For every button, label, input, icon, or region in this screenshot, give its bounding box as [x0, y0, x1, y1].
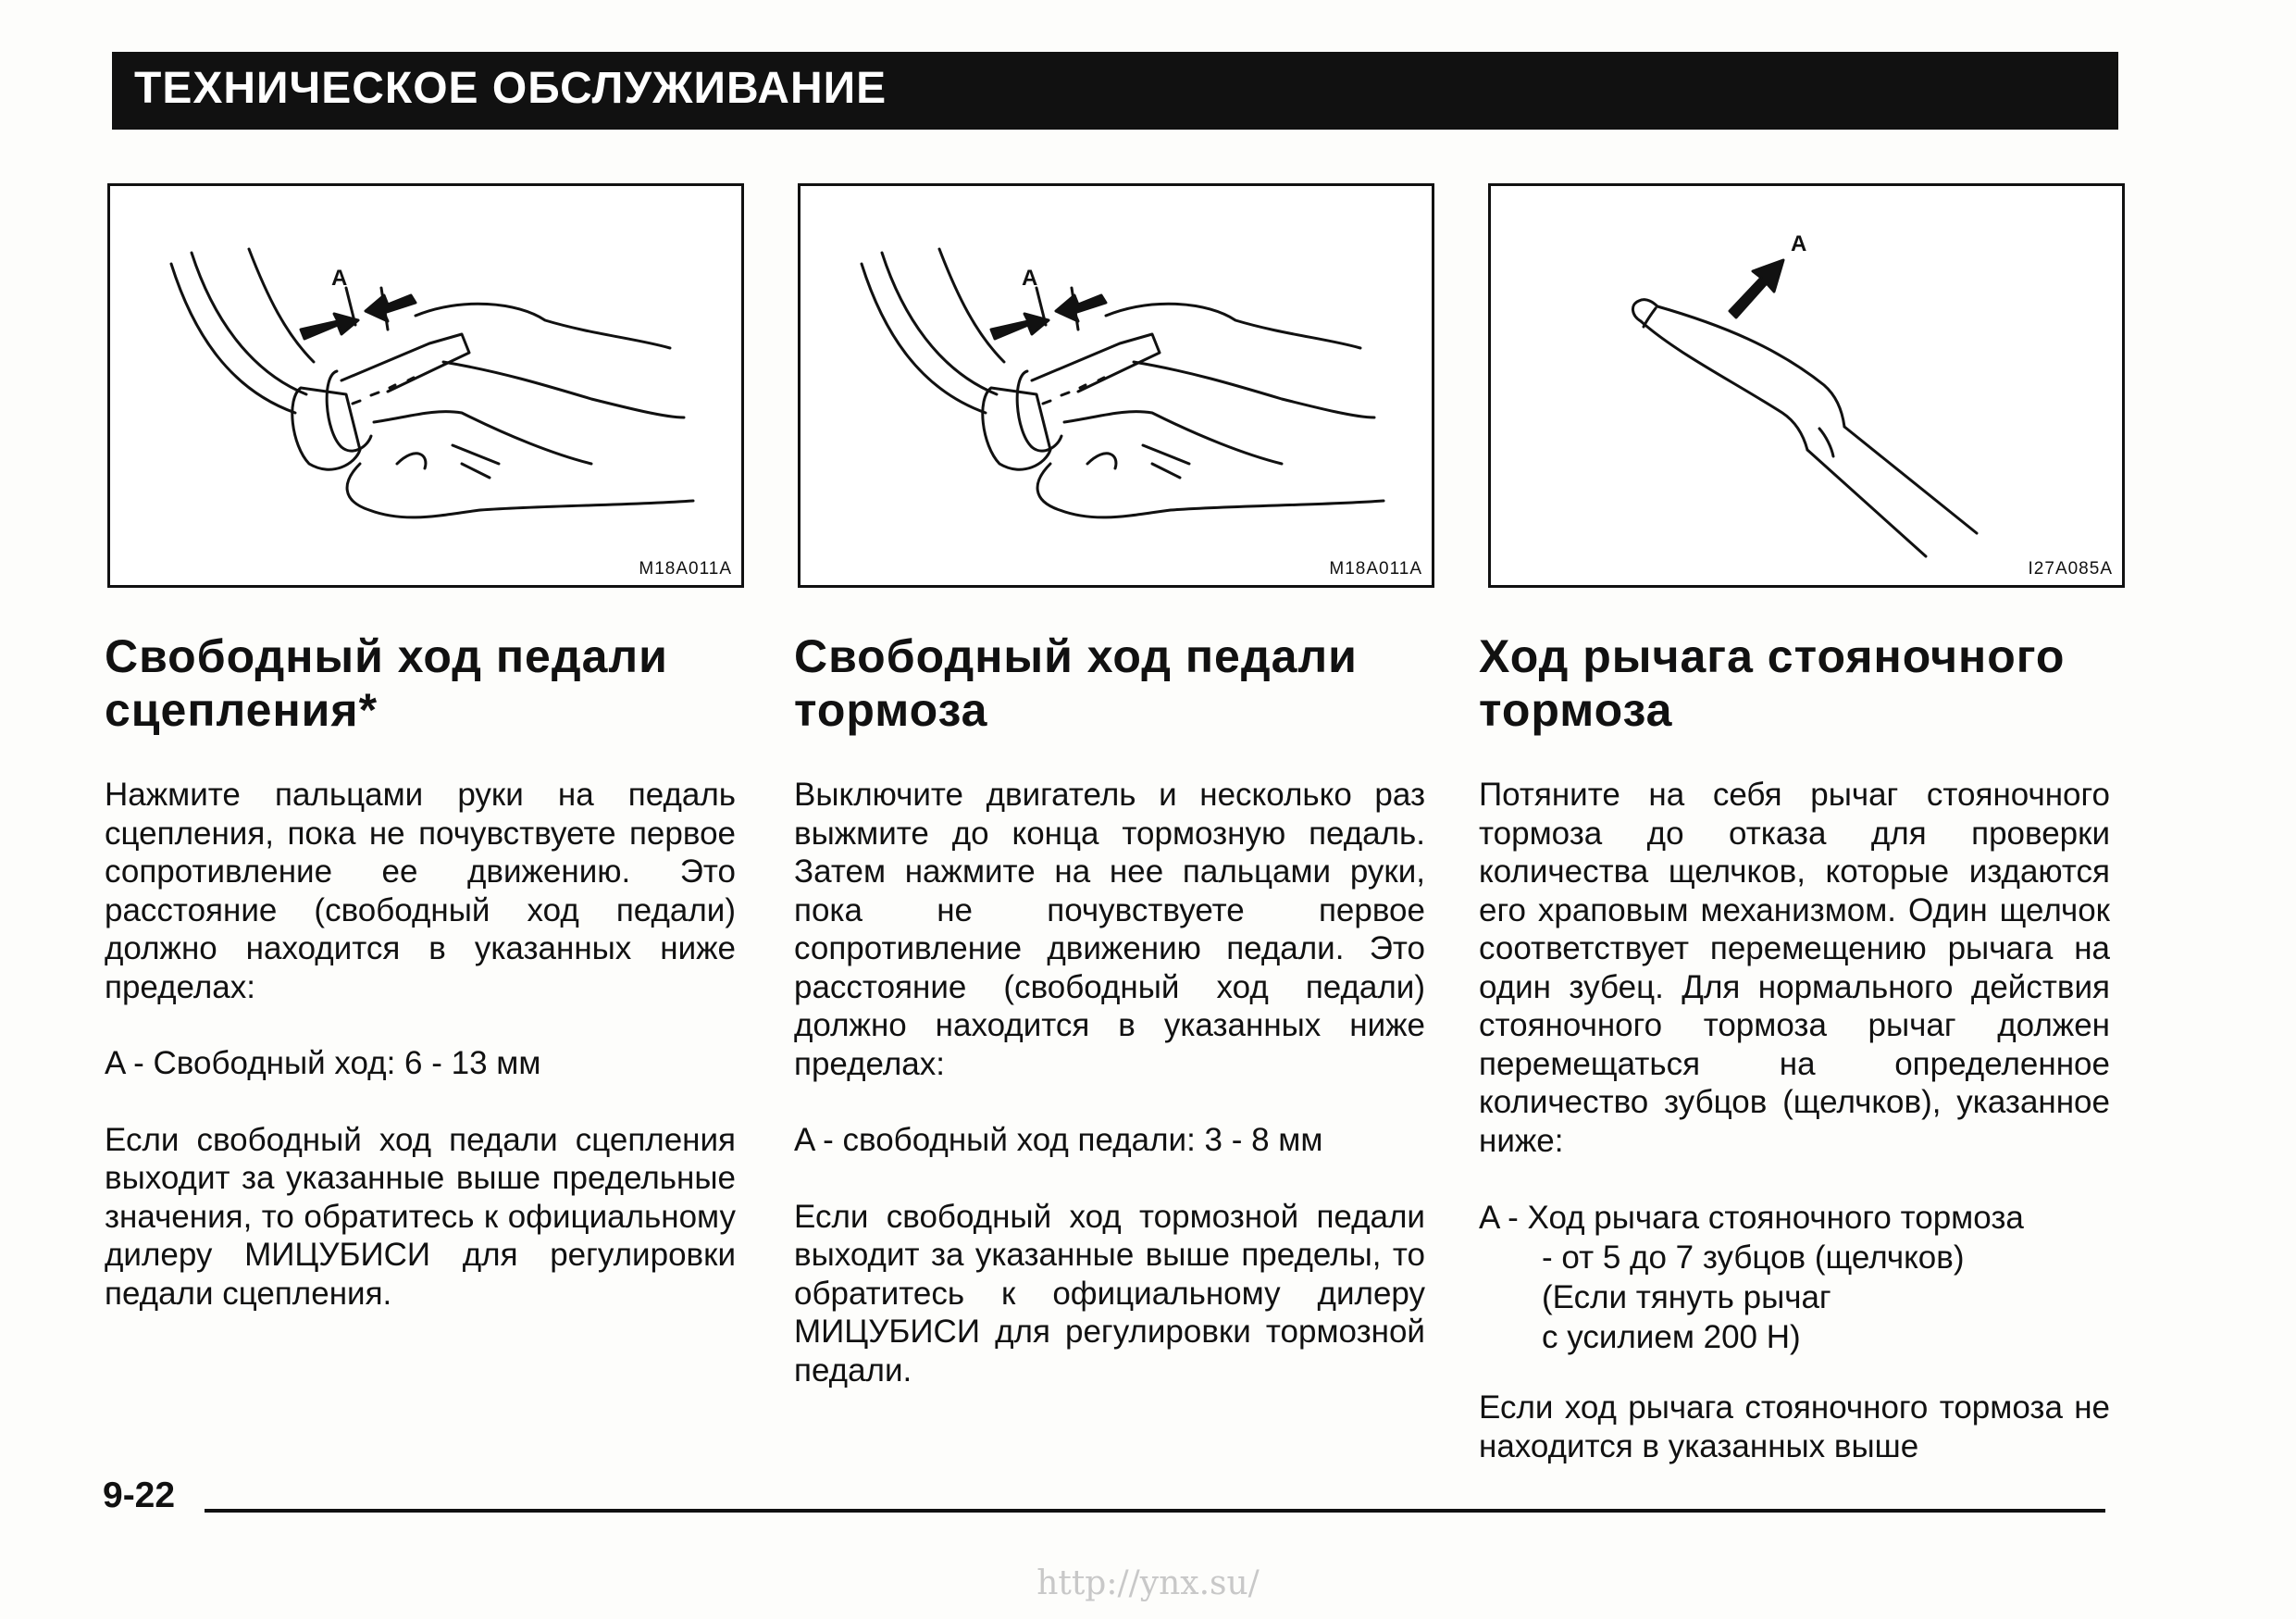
figure-code: M18A011A	[1329, 559, 1422, 579]
section-paragraph: Нажмите пальцами руки на педаль сцепления, пока не почувствуете первое сопротивление ее движению. Это расстояние (свободный ход педали) должно находится в указанных ниже пределах:	[105, 777, 736, 1005]
section-brake-pedal	[794, 629, 1425, 1427]
section-title	[1479, 629, 2110, 737]
section-paragraph: Потяните на себя рычаг стояночного тормоза до отказа для проверки количества щелчков, которые издаются его храповым механизмом. Один щелчок соответствует перемещению рычага на один зубец. Для нормального действия стояночного тормоза рычаг должен перемещаться на определенное количество зубцов (щелчков), указанное ниже:	[1479, 777, 2110, 1159]
page-number: 9-22	[103, 1476, 176, 1515]
section-title-line: сцепления*	[105, 684, 379, 736]
section-title-line: Свободный ход педали	[794, 630, 1358, 682]
dimension-label-a: A	[1791, 231, 1807, 256]
section-paragraph: Если ход рычага стояночного тормоза не находится в указанных выше	[1479, 1389, 2110, 1464]
dimension-label-a: A	[331, 266, 348, 291]
parking-brake-lever-icon	[1491, 186, 2122, 585]
section-spec	[1479, 1198, 2110, 1357]
section-title	[105, 629, 736, 737]
section-parking-brake	[1479, 629, 2110, 1503]
brake-pedal-measure-icon	[800, 186, 1432, 585]
spec-line: с усилием 200 Н)	[1542, 1319, 1801, 1355]
figure-code: M18A011A	[639, 559, 732, 579]
section-title-line: тормоза	[794, 684, 988, 736]
figure-brake-pedal	[798, 183, 1434, 588]
section-title-line: Ход рычага стояночного	[1479, 630, 2066, 682]
section-spec: A - Свободный ход: 6 - 13 мм	[105, 1045, 541, 1081]
header-bar	[112, 52, 2118, 130]
dimension-label-a: A	[1022, 266, 1038, 291]
spec-line: - от 5 до 7 зубцов (щелчков)	[1542, 1239, 1965, 1276]
figure-clutch-pedal	[107, 183, 744, 588]
section-title	[794, 629, 1425, 737]
section-paragraph: Выключите двигатель и несколько раз выжмите до конца тормозную педаль. Затем нажмите на нее пальцами руки, пока не почувствуете первое сопротивление движению педали. Это расстояние (свободный ход педали) должно находится в указанных ниже пределах:	[794, 777, 1425, 1082]
figure-parking-brake	[1488, 183, 2125, 588]
section-paragraph: Если свободный ход тормозной педали выходит за указанные выше пределы, то обратитесь к официальному дилеру МИЦУБИСИ для регулировки тормозной педали.	[794, 1198, 1425, 1389]
section-clutch-pedal	[105, 629, 736, 1351]
clutch-pedal-measure-icon	[110, 186, 741, 585]
section-title-line: Свободный ход педали	[105, 630, 668, 682]
spec-line: (Если тянуть рычаг	[1542, 1279, 1831, 1315]
section-paragraph: Если свободный ход педали сцепления выходит за указанные выше предельные значения, то обратитесь к официальному дилеру МИЦУБИСИ для регулировки педали сцепления.	[105, 1121, 736, 1312]
section-title-line: тормоза	[1479, 684, 1673, 736]
figure-code: I27A085A	[2028, 559, 2113, 579]
page-header-title: ТЕХНИЧЕСКОЕ ОБСЛУЖИВАНИЕ	[134, 64, 887, 113]
section-spec: A - свободный ход педали: 3 - 8 мм	[794, 1122, 1323, 1158]
spec-line: A - Ход рычага стояночного тормоза	[1479, 1200, 2024, 1236]
watermark-url: http://ynx.su/	[1036, 1564, 1260, 1602]
footer-rule	[205, 1509, 2105, 1513]
